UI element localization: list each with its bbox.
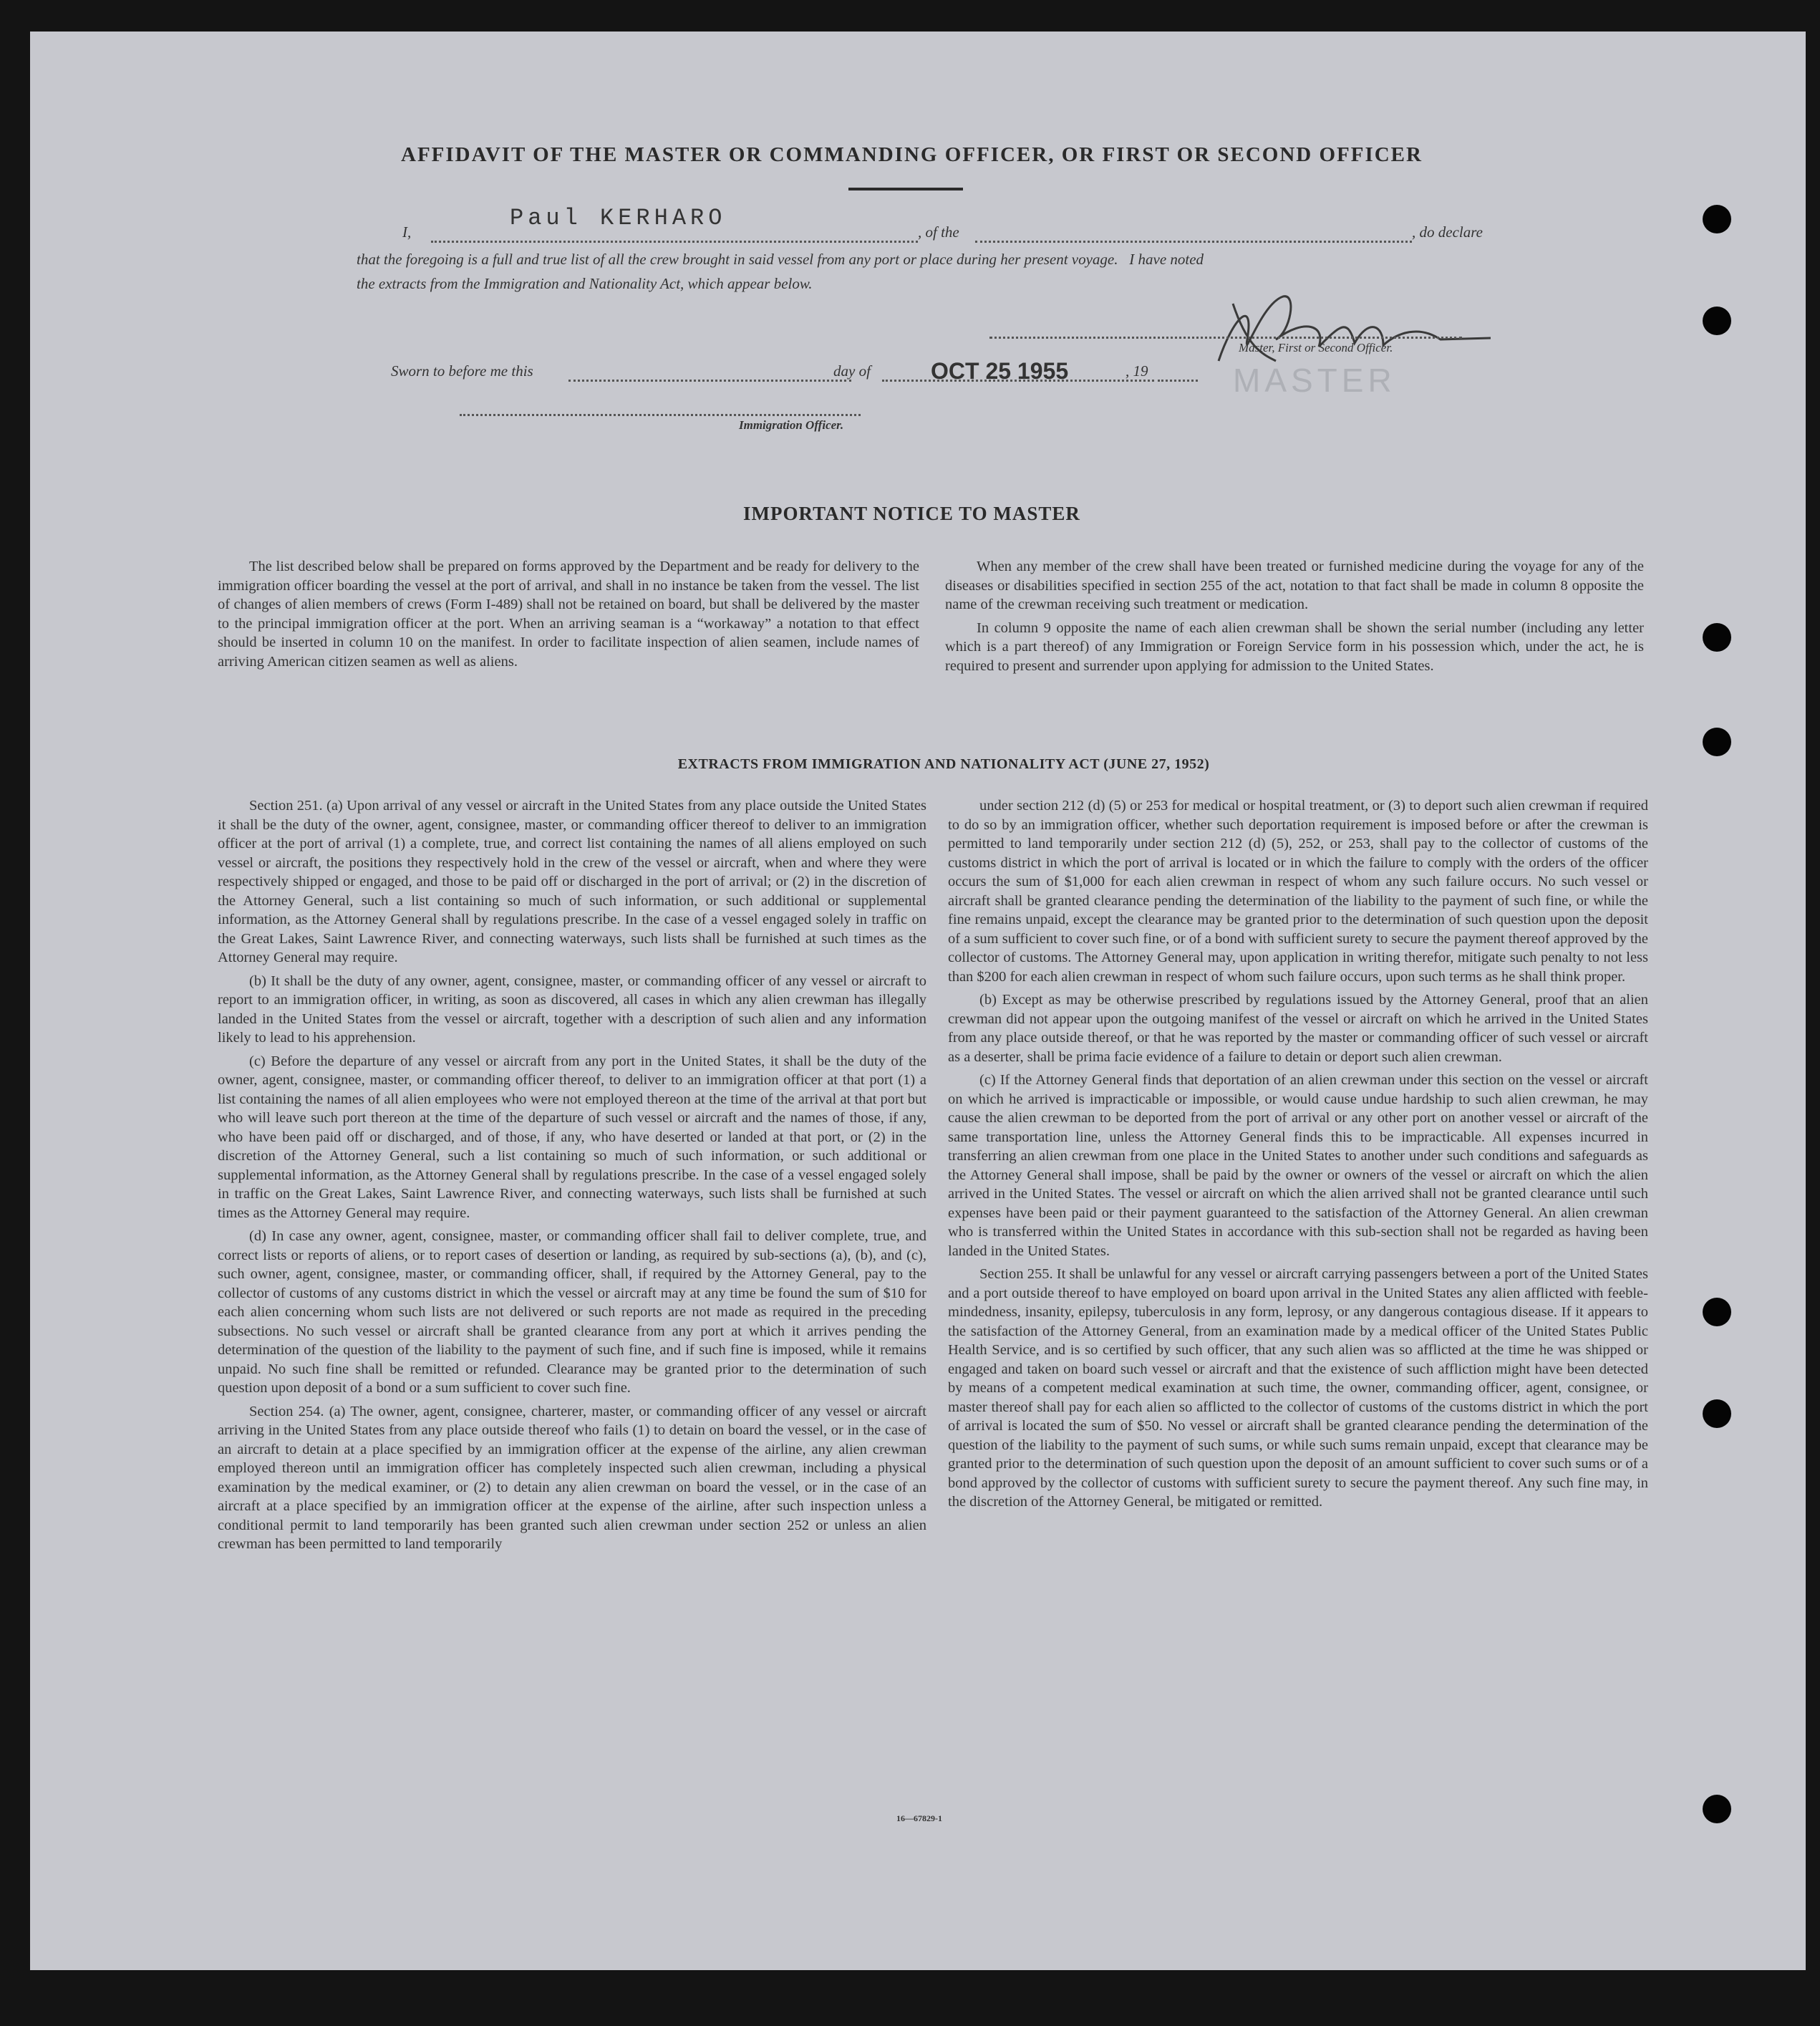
extracts-title: EXTRACTS FROM IMMIGRATION AND NATIONALITY ACT (JUNE 27, 1952) — [677, 756, 1210, 772]
sworn-label: Sworn to before me this — [391, 362, 533, 380]
vessel-field — [975, 241, 1412, 243]
notice-paragraph: In column 9 opposite the name of each alien crewman shall be shown the serial number (including any letter which is a part thereof) of any Immigration or Foreign Service form in his possession which, under the act, he is required to present and surrender upon applying for admission to the United States. — [945, 619, 1644, 674]
punch-hole — [1703, 205, 1731, 233]
punch-hole — [1703, 728, 1731, 756]
act-paragraph: (c) If the Attorney General finds that deportation of an alien crewman under this section on the vessel or aircraft on which he arrived is impracticable or impossible, or would cause undue hardship to such alien crewman, he may cause the alien crewman to be deported from the port of arrival or any other port on another vessel or aircraft of the same transportation line, unless the Attorney General finds this to be impracticable. All expenses incurred in transferring an alien crewman from one place in the United States to another under such conditions and safeguards as the Attorney General shall impose, shall be paid by the owner or owners of the vessel or aircraft on which the alien arrived in the United States. The vessel or aircraft on which the alien arrived shall not be granted clearance until such expenses have been paid or their payment guaranteed to the satisfaction of the Attorney General. An alien crewman who is transferred within the United States in accordance with this sub-section shall not be regarded as having been landed in the United States. — [948, 1072, 1648, 1259]
date-stamp: OCT 25 1955 — [931, 358, 1069, 384]
sworn-day-field — [568, 380, 851, 382]
statement-line-1: that the foregoing is a full and true list of all the crew brought in said vessel from any port or place during her present voyage. I have noted — [357, 251, 1204, 268]
act-paragraph: (d) In case any owner, agent, consignee, master, or commanding officer shall fail to deliver complete, true, and correct lists or reports of aliens, or to report cases of desertion or landing, as required by sub-sections (a), (b), and (c), such owner, agent, consignee, master, or commanding officer, shall, if required by the Attorney General, pay to the collector of customs of any customs district in which the vessel or aircraft may at any time be found the sum of $10 for each alien concerning whom such lists are not delivered or such reports are not made as required in the preceding subsections. No such vessel or aircraft shall be granted clearance from any port at which it arrives pending the determination of the question of the liability to the payment of such fine, and if such fine is imposed, while it remains unpaid. No such fine shall be remitted or refunded. Clearance may be granted prior to the determination of such question upon deposit of a bond or a sum sufficient to cover such fine. — [218, 1228, 926, 1396]
master-name: Paul KERHARO — [510, 205, 727, 231]
punch-hole — [1703, 1399, 1731, 1428]
act-paragraph: Section 251. (a) Upon arrival of any vessel or aircraft in the United States from any place outside the United States it shall be the duty of the owner, agent, consignee, master, or commanding officer thereof to deliver to an immigration officer at the port of arrival (1) a complete, true, and correct list containing the names of all aliens employed on such vessel or aircraft, the positions they respectively hold in the crew of the vessel or aircraft, when and where they were respectively shipped or engaged, and those to be paid off or discharged in the port of arrival; or (2) in the discretion of the Attorney General, such a list containing so much of such information, or such additional or supplemental information, as the Attorney General shall by regulations prescribe. In the case of a vessel engaged solely in traffic on the Great Lakes, Saint Lawrence River, and connecting waterways, such lists shall be furnished at such times as the Attorney General may require. — [218, 798, 926, 965]
of-the-label: , of the — [918, 223, 959, 241]
affidavit-title: AFFIDAVIT OF THE MASTER OR COMMANDING OFFICER, OR FIRST OR SECOND OFFICER — [401, 143, 1423, 166]
signature-caption: Master, First or Second Officer. — [1239, 341, 1393, 354]
act-paragraph: (b) It shall be the duty of any owner, agent, consignee, master, or commanding officer of any vessel or aircraft to report to an immigration officer, in writing, as soon as discovered, all cases in which any alien crewman has illegally landed in the United States from the vessel or aircraft, together with a description of such alien and any information likely to lead to his apprehension. — [218, 973, 926, 1046]
punch-hole — [1703, 307, 1731, 335]
statement-line-2: the extracts from the Immigration and Nationality Act, which appear below. — [357, 275, 813, 292]
act-paragraph: under section 212 (d) (5) or 253 for medical or hospital treatment, or (3) to deport such alien crewman if required to do so by an immigration officer, whether such deportation requirement is imposed before or after the crewman is permitted to land temporarily under section 212 (d) (5), 252, or 253, shall pay to the collector of customs of the customs district in which the port of arrival is located or in which the failure to comply with the orders of the officer occurs the sum of $1,000 for each alien crewman in respect of whom any such failure occurs. No such vessel or aircraft shall be granted clearance pending the determination of the liability to the payment of such fine, or while the fine remains unpaid, except the clearance may be granted prior to the determination of such question upon the deposit of a sum sufficient to cover such fine, or of a bond with sufficient surety to secure the payment thereof approved by the collector of customs. The Attorney General may, upon application in writing therefor, mitigate such penalty to not less than $200 for each alien crewman in respect of whom such failure occurs, upon such terms as he shall think proper. — [948, 798, 1648, 985]
do-declare-label: , do declare — [1412, 223, 1483, 241]
notice-paragraph: When any member of the crew shall have been treated or furnished medicine during the voyage for any of the diseases or disabilities specified in section 255 of the act, notation to that fact shall be made in column 8 opposite the name of the crewman receiving such treatment or medication. — [945, 559, 1644, 612]
year-field — [1158, 380, 1198, 382]
act-paragraph: Section 255. It shall be unlawful for any vessel or aircraft carrying passengers between a port of the United States and a port outside thereof to have employed on board upon arrival in the United States any alien afflicted with feeble-mindedness, insanity, epilepsy, tuberculosis in any form, leprosy, or any dangerous contagious disease. If it appears to the satisfaction of the Attorney General, from an examination made by a medical officer of the United States Public Health Service, and is so certified by such officer, that any such alien was so afflicted at the time he was shipped or engaged and taken on board such vessel or aircraft and that the existence of such affliction might have been detected by means of a competent medical examination at such time, the owner, commanding officer, agent, consignee, or master thereof shall pay for each alien so afflicted to the collector of customs of the customs district in which the port of arrival is located the sum of $50. No vessel or aircraft shall be granted clearance pending the determination of the question of the liability to the payment of such sums, or while such sums remain unpaid, except that clearance may be granted prior to the determination of such question upon the deposit of an amount sufficient to cover such sums or of a bond approved by the collector of customs with sufficient surety to secure the payment thereof. Any such fine may, in the discretion of the Attorney General, be mitigated or remitted. — [948, 1266, 1648, 1510]
name-field — [431, 241, 918, 243]
extracts-right-column — [948, 796, 1648, 1516]
extracts-left-column — [218, 796, 926, 1558]
act-paragraph: (c) Before the departure of any vessel or aircraft from any port in the United States, it shall be the duty of the owner, agent, consignee, master, or commanding officer thereof, to deliver to an immigration officer at that port (1) a list containing the names of all alien employees who were not employed thereon at the time of the arrival at that port but who will leave such port thereon at the time of the departure of such vessel or aircraft and the names of those, if any, who have been paid off or discharged, and of those, if any, who have deserted or landed at that port, or (2) in the discretion of the Attorney General, such a list containing so much of such information, or such additional or supplemental information, as the Attorney General shall by regulations prescribe. In the case of a vessel engaged solely in traffic on the Great Lakes, Saint Lawrence River, and connecting waterways, such lists shall be furnished at such times as the Attorney General may require. — [218, 1053, 926, 1221]
punch-hole — [1703, 1795, 1731, 1823]
form-page — [30, 32, 1806, 1970]
day-of-label: day of — [833, 362, 871, 380]
master-stamp: MASTER — [1233, 362, 1396, 399]
act-paragraph: (b) Except as may be otherwise prescribed by regulations issued by the Attorney General, proof that an alien crewman did not appear upon the outgoing manifest of the vessel or aircraft on which he arrived in the United States from any place outside thereof, or that he was reported by the master or commanding officer of such vessel or aircraft as a deserter, shall be prima facie evidence of a failure to detain or deport such alien crewman. — [948, 992, 1648, 1065]
notice-right-column — [945, 557, 1644, 680]
notice-left-column — [218, 557, 919, 675]
punch-hole — [1703, 623, 1731, 652]
act-paragraph: Section 254. (a) The owner, agent, consignee, charterer, master, or commanding officer of any vessel or aircraft arriving in the United States from any place outside thereof who fails (1) to detain on board the vessel, or in the case of an aircraft to detain at a place specified by an immigration officer at the expense of the airline, any alien crewman employed thereon until an immigration officer has completely inspected such alien crewman, including a physical examination by the medical examiner, or (2) to detain any alien crewman on board the vessel, or in the case of an aircraft at a place specified by an immigration officer at the expense of the airline, after such inspection unless a conditional permit to land temporarily has been granted such alien crewman under section 252 or unless an alien crewman has been permitted to land temporarily — [218, 1403, 926, 1552]
year-label: , 19 — [1126, 362, 1148, 380]
officer-caption: Immigration Officer. — [739, 418, 844, 432]
i-label: I, — [402, 223, 412, 241]
signature-line — [989, 337, 1462, 339]
form-number: 16—67829-1 — [896, 1813, 942, 1823]
notice-paragraph: The list described below shall be prepared on forms approved by the Department and be ready for delivery to the immigration officer boarding the vessel at the port of arrival, and shall in no instance be taken from the vessel. The list of changes of alien members of crews (Form I-489) shall not be retained on board, but shall be delivered by the master to the principal immigration officer at the port. When an arriving seaman is a “workaway” a notation to that effect should be inserted in column 10 on the manifest. In order to facilitate inspection of alien seamen, include names of arriving American citizen seamen as well as aliens. — [218, 559, 919, 670]
title-rule — [848, 188, 963, 190]
punch-hole — [1703, 1298, 1731, 1326]
notice-title: IMPORTANT NOTICE TO MASTER — [743, 503, 1080, 524]
officer-signature-line — [460, 414, 861, 416]
